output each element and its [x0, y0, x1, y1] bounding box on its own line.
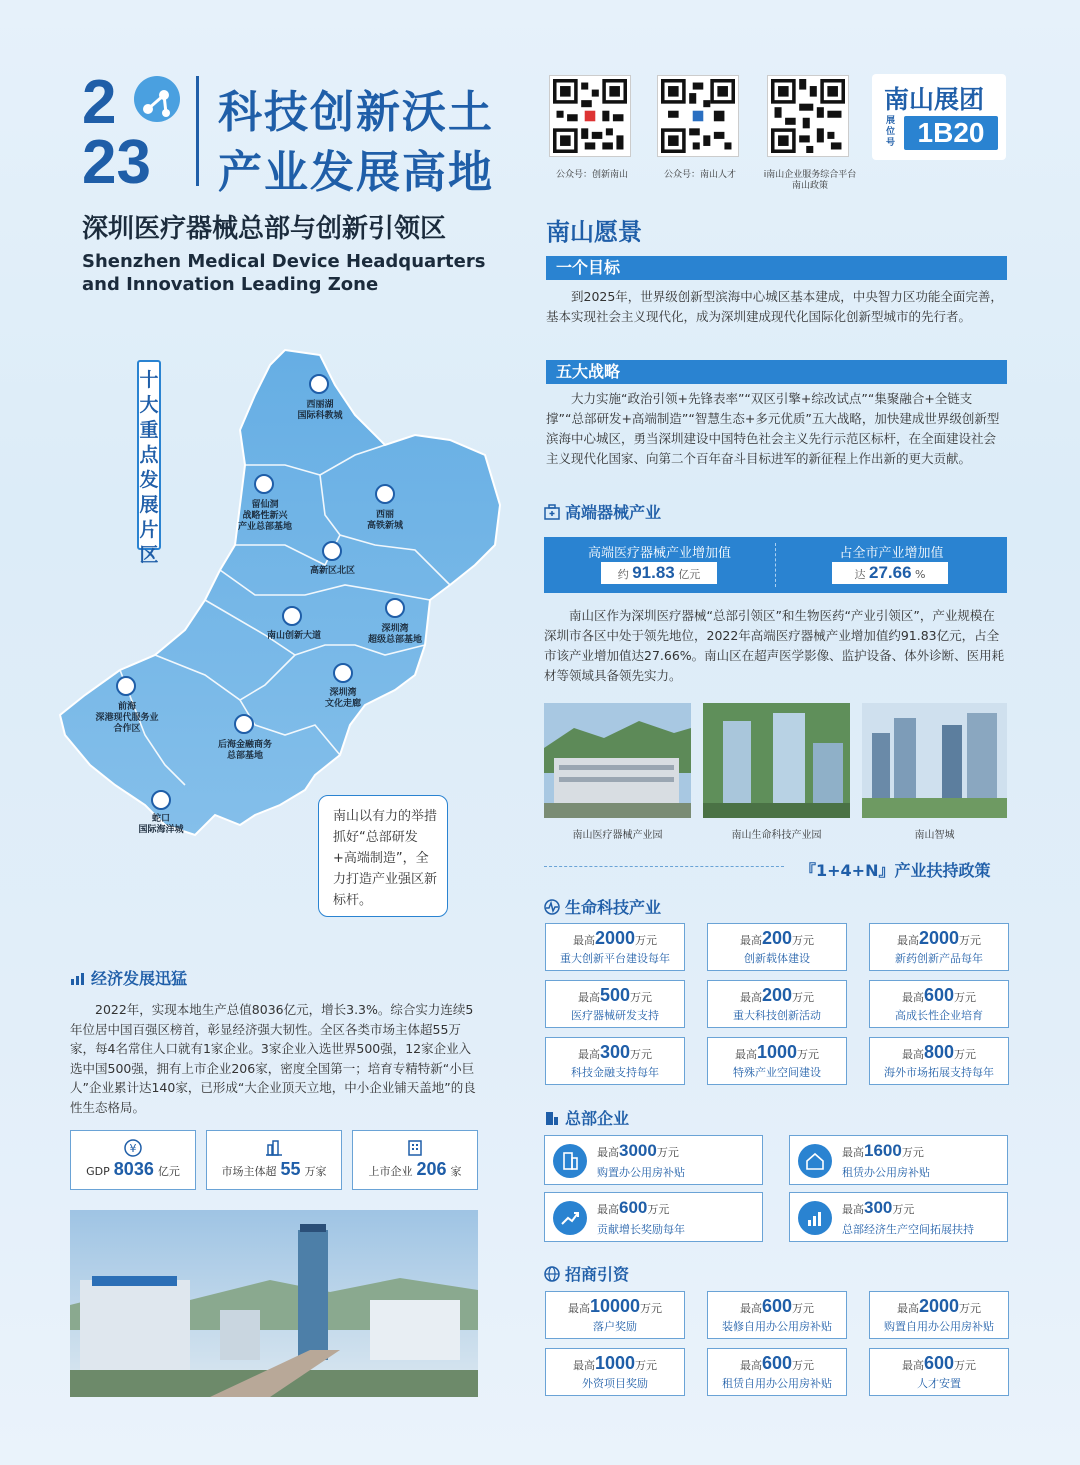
- policy-amount: [546, 985, 684, 1006]
- policy-value: 2000: [918, 1296, 960, 1316]
- policy-amount: [870, 1296, 1008, 1317]
- stat-value: 206: [416, 1159, 447, 1179]
- zone-label: 西丽 高铁新城: [366, 510, 403, 531]
- zone-label: 后海金融商务 总部基地: [217, 740, 272, 761]
- location-pin-icon[interactable]: [234, 714, 254, 734]
- policy-desc: 科技金融支持每年: [571, 1066, 659, 1079]
- policy-prefix: 最高: [842, 1203, 864, 1216]
- yen-icon: [71, 1139, 195, 1157]
- headquarters-heading: [544, 1106, 629, 1129]
- device-industry-title: 高端器械产业: [565, 503, 662, 522]
- policy-value: 300: [599, 1042, 631, 1062]
- policy-prefix: 最高: [739, 991, 762, 1004]
- policy-title: 『1+4+N』产业扶持政策: [800, 861, 991, 880]
- location-pin-icon[interactable]: [309, 374, 329, 394]
- bar-chart-icon: [798, 1201, 832, 1235]
- svg-text:¥: ¥: [129, 1142, 137, 1155]
- zone-label: 西丽湖 国际科教城: [297, 400, 343, 421]
- policy-value: 500: [599, 985, 631, 1005]
- life-science-heading: [544, 895, 661, 918]
- vision-title: 南山愿景: [546, 218, 642, 246]
- policy-card: [545, 980, 685, 1028]
- policy-unit: 万元: [635, 1359, 658, 1372]
- policy-value: 10000: [589, 1296, 641, 1316]
- policy-value: 3000: [619, 1141, 657, 1160]
- stat1-unit: 亿元: [678, 568, 701, 581]
- stat-card-market: [206, 1130, 342, 1190]
- qr-code-icon[interactable]: [658, 76, 738, 156]
- stat1-box: [601, 562, 717, 584]
- bar-chart-icon: [70, 970, 86, 986]
- policy-prefix: 最高: [572, 934, 595, 947]
- location-pin-icon[interactable]: [375, 484, 395, 504]
- policy-card: [707, 923, 847, 971]
- subtitle-en: Shenzhen Medical Device Headquarters and Innovation Leading Zone: [82, 251, 486, 295]
- zone-label: 蛇口 国际海洋城: [138, 814, 184, 835]
- stat2-unit: %: [915, 568, 926, 581]
- booth-label: 展位号: [886, 116, 896, 148]
- booth-badge: [872, 74, 1006, 160]
- policy-desc: 落户奖励: [593, 1320, 637, 1333]
- device-industry-paragraph: 南山区作为深圳医疗器械“总部引领区”和生物医药“产业引领区”，产业规模在深圳市各区中处于领先地位，2022年高端医疗器械产业增加值约91.83亿元，占全市该产业增加值达27.66%。南山区在超声医学影像、监护设备、体外诊断、医用耗材等领域具备领先实力。: [544, 608, 1005, 683]
- policy-prefix: 最高: [901, 1048, 924, 1061]
- header-divider: [196, 76, 199, 186]
- policy-desc: 人才安置: [917, 1377, 961, 1390]
- policy-prefix: 最高: [739, 1359, 762, 1372]
- policy-unit: 万元: [792, 1302, 815, 1315]
- policy-unit: 万元: [656, 1146, 679, 1159]
- location-pin-icon[interactable]: [282, 606, 302, 626]
- stat2-value: 27.66: [869, 563, 912, 582]
- policy-amount: [708, 1042, 846, 1063]
- policy-value: 600: [761, 1296, 793, 1316]
- zone-label: 前海 深港现代服务业 合作区: [95, 702, 159, 734]
- photo-caption: 南山医疗器械产业园: [572, 830, 663, 841]
- policy-card: [869, 1291, 1009, 1339]
- building-purchase-icon: [553, 1144, 587, 1178]
- policy-desc: 贡献增长奖励每年: [597, 1223, 685, 1236]
- policy-prefix: 最高: [739, 1302, 762, 1315]
- title-line-2: 产业发展高地: [218, 147, 494, 198]
- policy-card: [869, 980, 1009, 1028]
- policy-unit: 万元: [647, 1203, 670, 1216]
- title-line-1: 科技创新沃土: [218, 87, 494, 138]
- map-outline: [60, 350, 500, 835]
- zone-label: 深圳湾 超级总部基地: [367, 624, 422, 645]
- policy-desc: 租赁办公用房补贴: [842, 1166, 930, 1179]
- policy-value: 2000: [594, 928, 636, 948]
- policy-desc: 租赁自用办公用房补贴: [722, 1377, 832, 1390]
- molecule-icon: [134, 76, 180, 122]
- policy-desc: 购置自用办公用房补贴: [884, 1320, 994, 1333]
- policy-amount: [708, 985, 846, 1006]
- policy-value: 200: [761, 928, 793, 948]
- pulse-icon: [544, 899, 560, 915]
- qr-code-icon[interactable]: [550, 76, 630, 156]
- policy-value: 200: [761, 985, 793, 1005]
- qr-caption: 公众号：创新南山: [555, 170, 628, 180]
- economy-paragraph: 2022年，实现本地生产总值8036亿元，增长3.3%。综合实力连续5年位居中国百强区榜首，彰显经济强大韧性。全区各类市场主体超55万家，每4名常住人口就有1家企业。3家企业入选世界500强，12家企业入选中国500强，拥有上市企业206家，密度全国第一；培育专精特新“小巨人”企业累计达140家，已形成“大企业顶天立地，中小企业铺天盖地”的良性生态格局。: [70, 1002, 476, 1115]
- policy-card: [545, 1037, 685, 1085]
- zone-label: 留仙洞 战略性新兴 产业总部基地: [237, 500, 292, 532]
- policy-unit: 万元: [797, 1048, 820, 1061]
- policy-prefix: 最高: [734, 1048, 757, 1061]
- policy-unit: 万元: [892, 1203, 915, 1216]
- policy-amount: [708, 1296, 846, 1317]
- industrial-park-photo: [544, 703, 691, 818]
- investment-heading: [544, 1262, 629, 1285]
- economy-heading: [70, 966, 187, 989]
- location-pin-icon[interactable]: [333, 663, 353, 683]
- policy-amount: [870, 985, 1008, 1006]
- policy-unit: 万元: [954, 1048, 977, 1061]
- policy-desc: 医疗器械研发支持: [571, 1009, 659, 1022]
- policy-card: [545, 1348, 685, 1396]
- strategy-text: 大力实施“政治引领+先锋表率”“双区引擎+综改试点”“集聚融合+全链支撑”“总部研发+高端制造”“智慧生态+多元优质”五大战略，加快建成世界级创新型滨海中心城区，勇当深圳建设中国特色社会主义先行示范区标杆，在全面建设社会主义现代化国家、向第二个百年奋斗目标进军的新征程上作出新的更大贡献。: [546, 391, 1000, 466]
- stat2-header: 占全市产业增加值: [839, 546, 944, 561]
- policy-unit: 万元: [630, 1048, 653, 1061]
- policy-prefix: 最高: [901, 1359, 924, 1372]
- headquarters-title: 总部企业: [565, 1109, 630, 1128]
- policy-divider: [544, 866, 784, 867]
- policy-unit: 万元: [959, 1302, 982, 1315]
- headquarters-card: [789, 1135, 1008, 1185]
- stat1-prefix: 约: [617, 568, 629, 581]
- stat1-header: 高端医疗器械产业增加值: [587, 546, 731, 561]
- policy-amount: [546, 1042, 684, 1063]
- policy-desc: 新药创新产品每年: [895, 952, 983, 965]
- policy-value: 600: [619, 1198, 648, 1217]
- stat-label: 市场主体超: [221, 1165, 277, 1178]
- policy-value: 1000: [594, 1353, 636, 1373]
- policy-amount: [870, 928, 1008, 949]
- policy-amount: [546, 1296, 684, 1317]
- headquarters-card: [544, 1135, 763, 1185]
- policy-unit: 万元: [792, 934, 815, 947]
- life-science-park-photo: [703, 703, 850, 818]
- economy-title: 经济发展迅猛: [91, 969, 188, 988]
- headquarters-card: [789, 1192, 1008, 1242]
- policy-desc: 特殊产业空间建设: [733, 1066, 821, 1079]
- policy-desc: 重大科技创新活动: [733, 1009, 821, 1022]
- stat-value: 55: [280, 1159, 301, 1179]
- policy-unit: 万元: [792, 991, 815, 1004]
- zone-label: 深圳湾 文化走廊: [324, 688, 361, 709]
- policy-prefix: 最高: [842, 1146, 864, 1159]
- policy-value: 600: [923, 985, 955, 1005]
- policy-desc: 重大创新平台建设每年: [560, 952, 670, 965]
- location-pin-icon[interactable]: [385, 598, 405, 618]
- policy-prefix: 最高: [577, 1048, 600, 1061]
- office-icon: [353, 1139, 477, 1157]
- policy-card: [545, 1291, 685, 1339]
- strategy-tag: 五大战略: [546, 360, 1007, 384]
- policy-desc: 装修自用办公用房补贴: [722, 1320, 832, 1333]
- policy-prefix: 最高: [739, 934, 762, 947]
- policy-amount: [870, 1353, 1008, 1374]
- goal-text: 到2025年，世界级创新型滨海中心城区基本建成，中央智力区功能全面完善，基本实现社会主义现代化，成为深圳建成现代化国际化创新型城市的先行者。: [546, 289, 1003, 324]
- stat-label: GDP: [86, 1165, 110, 1178]
- smart-city-photo: [862, 703, 1007, 818]
- map-callout: 南山以有力的举措抓好“总部研发+高端制造”，全力打造产业强区新标杆。: [318, 795, 448, 917]
- policy-amount: [597, 1198, 669, 1218]
- photo-caption: 南山智城: [914, 830, 955, 841]
- policy-amount: [842, 1141, 924, 1161]
- policy-prefix: 最高: [572, 1359, 595, 1372]
- stat2-prefix: 达: [854, 568, 866, 581]
- policy-amount: [597, 1141, 679, 1161]
- location-pin-icon[interactable]: [116, 676, 136, 696]
- policy-amount: [546, 928, 684, 949]
- policy-prefix: 最高: [567, 1302, 590, 1315]
- policy-desc: 外资项目奖励: [582, 1377, 648, 1390]
- zone-label: 高新区北区: [309, 566, 355, 576]
- location-pin-icon[interactable]: [151, 790, 171, 810]
- zone-label: 南山创新大道: [266, 631, 321, 641]
- stat2-box: [832, 562, 948, 584]
- policy-value: 300: [864, 1198, 893, 1217]
- year-logo: [82, 68, 182, 197]
- location-pin-icon[interactable]: [322, 541, 342, 561]
- trend-up-icon: [553, 1201, 587, 1235]
- policy-card: [869, 1037, 1009, 1085]
- policy-unit: 万元: [630, 991, 653, 1004]
- medical-kit-icon: [544, 504, 560, 520]
- policy-desc: 创新载体建设: [744, 952, 810, 965]
- policy-prefix: 最高: [577, 991, 600, 1004]
- policy-value: 800: [923, 1042, 955, 1062]
- stat-card-listed: [352, 1130, 478, 1190]
- stat-value: 8036: [113, 1159, 154, 1179]
- globe-icon: [544, 1266, 560, 1282]
- policy-unit: 万元: [959, 934, 982, 947]
- stat-unit: 万家: [304, 1165, 327, 1178]
- policy-card: [869, 1348, 1009, 1396]
- policy-desc: 海外市场拓展支持每年: [884, 1066, 994, 1079]
- policy-prefix: 最高: [597, 1203, 619, 1216]
- policy-unit: 万元: [954, 991, 977, 1004]
- policy-unit: 万元: [635, 934, 658, 947]
- goal-tag: 一个目标: [546, 256, 1007, 280]
- stat1-value: 91.83: [632, 563, 675, 582]
- policy-unit: 万元: [792, 1359, 815, 1372]
- policy-card: [545, 923, 685, 971]
- policy-value: 1600: [864, 1141, 902, 1160]
- stat-card-gdp: [70, 1130, 196, 1190]
- year-top: 2: [82, 68, 117, 137]
- policy-value: 1000: [756, 1042, 798, 1062]
- device-industry-heading: [544, 500, 661, 523]
- year-bottom: 23: [82, 128, 151, 197]
- policy-amount: [842, 1198, 914, 1218]
- policy-prefix: 最高: [896, 1302, 919, 1315]
- policy-desc: 高成长性企业培育: [895, 1009, 983, 1022]
- policy-value: 2000: [918, 928, 960, 948]
- policy-desc: 购置办公用房补贴: [597, 1166, 685, 1179]
- qr-caption: 公众号：南山人才: [663, 170, 736, 180]
- policy-card: [707, 980, 847, 1028]
- policy-prefix: 最高: [901, 991, 924, 1004]
- policy-amount: [708, 928, 846, 949]
- policy-amount: [708, 1353, 846, 1374]
- booth-number: 1B20: [904, 116, 998, 150]
- industry-stat-bar: [544, 537, 1007, 593]
- photo-caption: 南山生命科技产业园: [731, 830, 822, 841]
- policy-unit: 万元: [640, 1302, 663, 1315]
- stat-unit: 家: [450, 1165, 462, 1178]
- stat-unit: 亿元: [157, 1165, 180, 1178]
- stat-label: 上市企业: [368, 1165, 413, 1178]
- policy-card: [707, 1037, 847, 1085]
- qr-caption: i南山企业服务综合平台 南山政策: [763, 170, 857, 191]
- house-icon: [798, 1144, 832, 1178]
- policy-value: 600: [923, 1353, 955, 1373]
- policy-amount: [870, 1042, 1008, 1063]
- subtitle-cn: 深圳医疗器械总部与创新引领区: [82, 214, 447, 244]
- map-vertical-title: 十大重点发展片区: [137, 360, 161, 550]
- booth-name: 南山展团: [884, 85, 985, 114]
- location-pin-icon[interactable]: [254, 474, 274, 494]
- qr-code-icon[interactable]: [768, 76, 848, 156]
- office-building-icon: [544, 1110, 560, 1126]
- city-skyline-photo: [70, 1210, 478, 1397]
- policy-unit: 万元: [954, 1359, 977, 1372]
- life-science-title: 生命科技产业: [565, 898, 662, 917]
- investment-title: 招商引资: [565, 1265, 630, 1284]
- policy-unit: 万元: [901, 1146, 924, 1159]
- policy-card: [869, 923, 1009, 971]
- building-icon: [207, 1139, 341, 1157]
- policy-prefix: 最高: [597, 1146, 619, 1159]
- headquarters-card: [544, 1192, 763, 1242]
- policy-amount: [546, 1353, 684, 1374]
- policy-card: [707, 1348, 847, 1396]
- policy-prefix: 最高: [896, 934, 919, 947]
- policy-value: 600: [761, 1353, 793, 1373]
- policy-card: [707, 1291, 847, 1339]
- policy-desc: 总部经济生产空间拓展扶持: [842, 1223, 974, 1236]
